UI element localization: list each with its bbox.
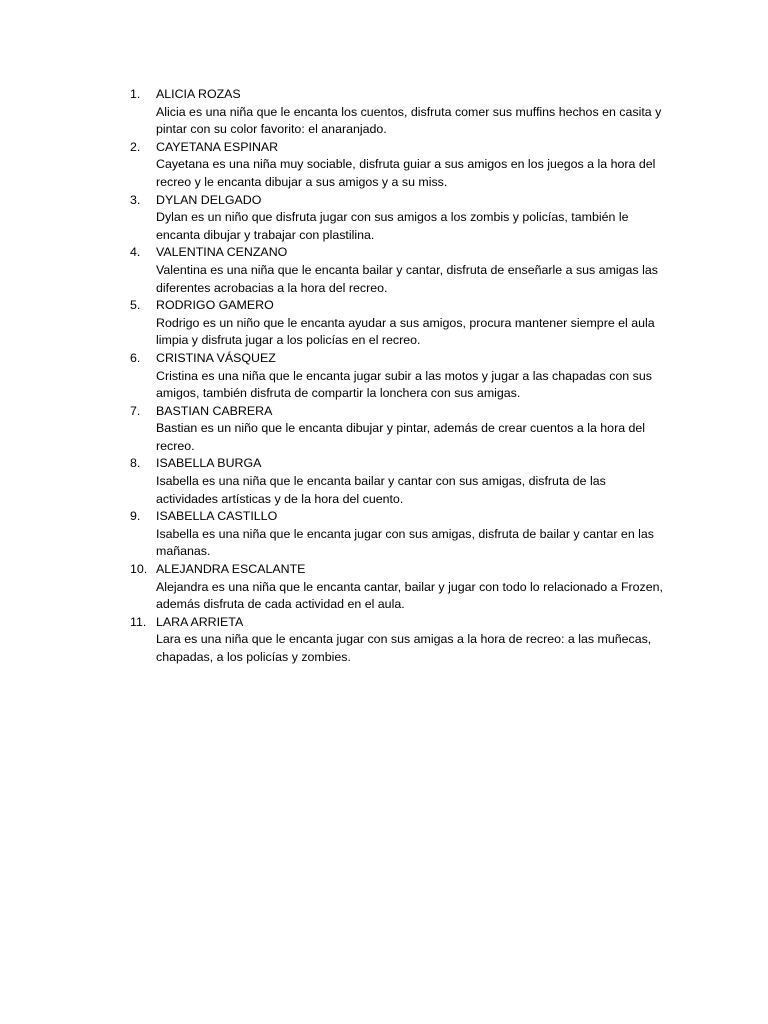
item-number: 6.: [130, 350, 141, 365]
list-item: [130, 561, 670, 614]
student-description: Lara es una niña que le encanta jugar con sus amigas a la hora de recreo: a las muñecas, chapadas, a los policías y zombies.: [156, 632, 652, 664]
student-list: [130, 86, 670, 667]
student-name: VALENTINA CENZANO: [156, 245, 288, 260]
student-name: RODRIGO GAMERO: [156, 298, 274, 313]
student-description: Valentina es una niña que le encanta bailar y cantar, disfruta de enseñarle a sus amigas las diferentes acrobacias a la hora del recreo.: [156, 262, 658, 295]
list-item: [130, 614, 670, 667]
student-name: BASTIAN CABRERA: [156, 403, 273, 418]
student-name: ISABELLA CASTILLO: [156, 509, 278, 524]
item-number: 10.: [130, 562, 148, 577]
item-number: 8.: [130, 456, 141, 471]
list-item: [130, 139, 670, 192]
list-item: [130, 86, 670, 139]
student-description: Cayetana es una niña muy sociable, disfruta guiar a sus amigos en los juegos a la hora del recreo y le encanta dibujar a sus amigos y a su miss.: [156, 157, 656, 189]
item-number: 11.: [130, 614, 147, 629]
student-description: Isabella es una niña que le encanta jugar con sus amigas, disfruta de bailar y cantar en las mañanas.: [156, 526, 654, 559]
student-description: Bastian es un niño que le encanta dibujar y pintar, además de crear cuentos a la hora del recreo.: [156, 421, 646, 453]
student-name: ISABELLA BURGA: [156, 456, 262, 471]
list-item: [130, 508, 670, 561]
list-item: [130, 244, 670, 297]
list-item: [130, 297, 670, 350]
student-description: Dylan es un niño que disfruta jugar con sus amigos a los zombis y policías, también le encanta dibujar y trabajar con plastilina.: [156, 210, 629, 242]
item-number: 3.: [130, 192, 141, 207]
student-name: LARA ARRIETA: [156, 614, 244, 629]
list-item: [130, 403, 670, 456]
student-name: CAYETANA ESPINAR: [156, 139, 279, 154]
student-name: ALICIA ROZAS: [156, 87, 241, 101]
list-item: [130, 350, 670, 403]
student-description: Cristina es una niña que le encanta jugar subir a las motos y jugar a las chapadas con sus amigos, también disfruta de compartir la lonchera con sus amigas.: [156, 368, 652, 401]
item-number: 9.: [130, 509, 141, 524]
student-description: Rodrigo es un niño que le encanta ayudar a sus amigos, procura mantener siempre el aula limpia y disfruta jugar a los policías en el recreo.: [156, 315, 655, 348]
item-number: 7.: [130, 403, 141, 418]
student-description: Alejandra es una niña que le encanta cantar, bailar y jugar con todo lo relacionado a Frozen, además disfruta de cada actividad en el aula.: [156, 579, 663, 612]
student-description: Alicia es una niña que le encanta los cuentos, disfruta comer sus muffins hechos en casita y pintar con su color favorito: el anaranjado.: [156, 104, 662, 137]
item-number: 1.: [130, 87, 141, 101]
item-number: 5.: [130, 298, 141, 313]
student-name: ALEJANDRA ESCALANTE: [156, 562, 306, 577]
item-number: 4.: [130, 245, 141, 260]
item-number: 2.: [130, 139, 141, 154]
student-name: CRISTINA VÁSQUEZ: [156, 350, 276, 365]
student-description: Isabella es una niña que le encanta bailar y cantar con sus amigas, disfruta de las actividades artísticas y de la hora del cuento.: [156, 474, 606, 506]
list-item: [130, 455, 670, 508]
list-item: [130, 192, 670, 245]
student-name: DYLAN DELGADO: [156, 192, 262, 207]
